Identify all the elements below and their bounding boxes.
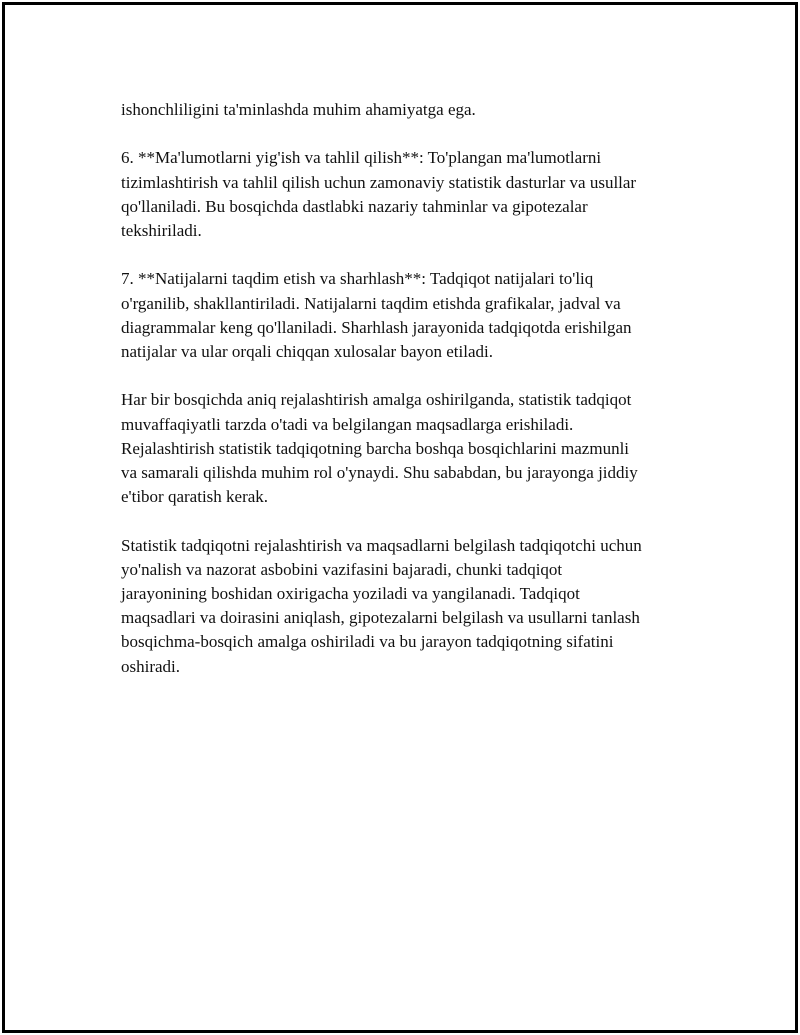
paragraph-conclusion: Statistik tadqiqotni rejalashtirish va maqsadlarni belgilash tadqiqotchi uchun yo'nalish va nazorat asbobini vazifasini bajaradi, chunki tadqiqot jarayonining boshidan oxirigacha yoziladi va yangilanadi. Tadqiqot maqsadlari va doirasini aniqlash, gipotezalarni belgilash va usullarni tanlash bosqichma-bosqich amalga oshiriladi va bu jarayon tadqiqotning sifatini oshiradi. xyxy=(121,535,642,676)
page-frame xyxy=(2,2,798,1033)
paragraph-planning-importance: Har bir bosqichda aniq rejalashtirish amalga oshirilganda, statistik tadqiqot muvaffaqiyatli tarzda o'tadi va belgilangan maqsadlarga erishiladi. Rejalashtirish statistik tadqiqotning barcha boshqa bosqichlarini mazmunli va samarali qilishda muhim rol o'ynaydi. Shu sababdan, bu jarayonga jiddiy e'tibor qaratish kerak. xyxy=(121,390,638,507)
paragraph-step-6: 6. **Ma'lumotlarni yig'ish va tahlil qilish**: To'plangan ma'lumotlarni tizimlashtirish va tahlil qilish uchun zamonaviy statistik dasturlar va usullar qo'llaniladi. Bu bosqichda dastlabki nazariy tahminlar va gipotezalar tekshiriladi. xyxy=(121,148,637,240)
paragraph-continuation: ishonchliligini ta'minlashda muhim ahamiyatga ega. xyxy=(121,100,476,119)
paragraph-step-7: 7. **Natijalarni taqdim etish va sharhlash**: Tadqiqot natijalari to'liq o'rganilib, shakllantiriladi. Natijalarni taqdim etishda grafikalar, jadval va diagrammalar keng qo'llaniladi. Sharhlash jarayonida tadqiqotda erishilgan natijalar va ular orqali chiqqan xulosalar bayon etiladi. xyxy=(121,269,632,361)
document-body xyxy=(121,98,701,703)
